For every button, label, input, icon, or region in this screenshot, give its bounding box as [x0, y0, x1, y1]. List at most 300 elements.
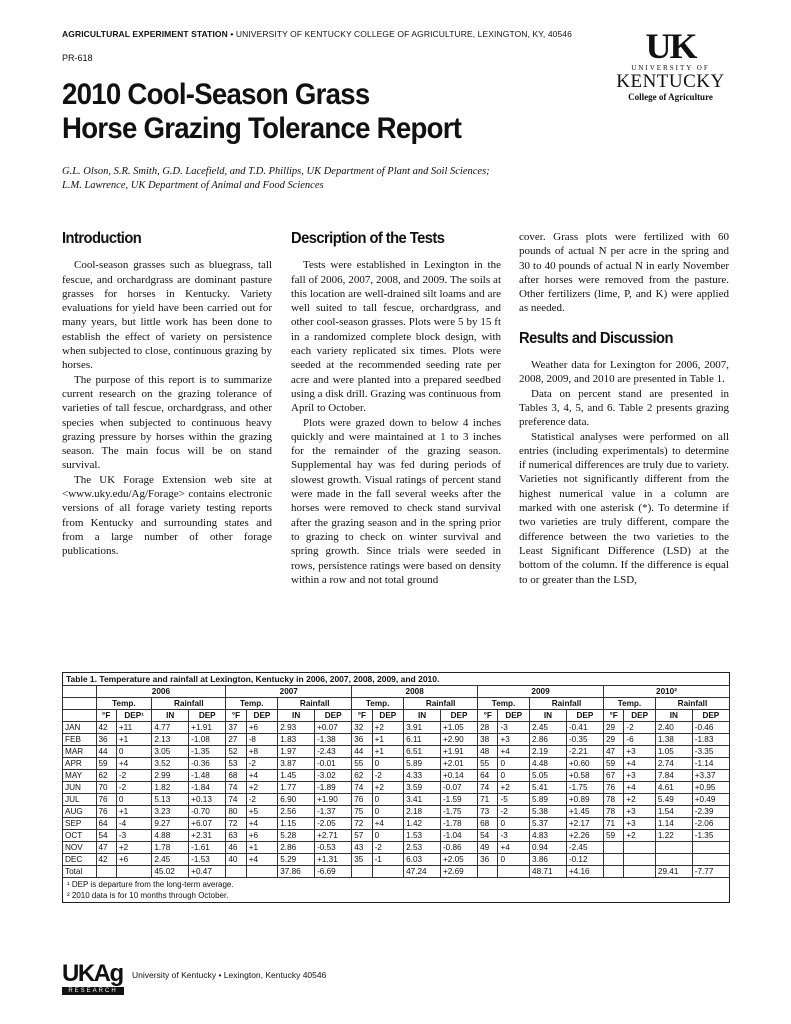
tests-paragraph: Plots were grazed down to below 4 inches quickly and were maintained at 1 to 3 inches for the remainder of the grazing season. Supplemental hay was fed during periods of slowest growth. Visual ratings of percent stand were made in the fall several weeks after the horses were removed to check stand survival after the grazing season and in the spring prior to grazing to check on winter survival and spring growth. Since trials were seeded in rows, persistence ratings were based on density within a row and not total ground	[291, 416, 501, 586]
table-cell	[246, 866, 278, 878]
table-cell: -2.39	[692, 806, 729, 818]
table-cell: 1.42	[404, 818, 441, 830]
temp-header: Temp.	[478, 698, 530, 710]
table-cell: +4	[498, 746, 530, 758]
table-cell: +0.95	[692, 782, 729, 794]
title-line-2: Horse Grazing Tolerance Report	[62, 112, 462, 145]
table-cell: 5.28	[278, 830, 315, 842]
table-cell: 4.83	[530, 830, 567, 842]
table-cell: 1.54	[655, 806, 692, 818]
table-cell: 67	[603, 770, 623, 782]
table-caption: Table 1. Temperature and rainfall at Lexington, Kentucky in 2006, 2007, 2008, 2009, and 2010.	[62, 672, 730, 685]
table-cell: 3.59	[404, 782, 441, 794]
table-row	[63, 782, 730, 794]
logo-college: College of Agriculture	[628, 92, 713, 102]
table-cell: -6	[624, 734, 656, 746]
table-cell: 68	[478, 818, 498, 830]
table-cell: 9.27	[152, 818, 189, 830]
blank-cell	[63, 710, 97, 722]
table-cell: -0.36	[189, 758, 226, 770]
table-cell: -0.46	[692, 722, 729, 734]
table-cell: +2.17	[566, 818, 603, 830]
table-cell: 3.41	[404, 794, 441, 806]
table-cell: +6	[246, 830, 278, 842]
table-cell: 40	[226, 854, 246, 866]
table-cell: 74	[226, 794, 246, 806]
table-cell	[96, 866, 116, 878]
table-cell: +0.13	[189, 794, 226, 806]
table-cell: -1.35	[692, 830, 729, 842]
table-cell: +3	[624, 746, 656, 758]
table-cell: 0	[498, 770, 530, 782]
table-cell: +1.31	[315, 854, 352, 866]
row-label: DEC	[63, 854, 97, 866]
table-cell: 2.74	[655, 758, 692, 770]
table-cell: 47.24	[404, 866, 441, 878]
table-cell: +5	[246, 806, 278, 818]
temp-header: Temp.	[603, 698, 655, 710]
table-cell: +1.91	[440, 746, 477, 758]
table-cell: 42	[96, 854, 116, 866]
station-banner	[62, 29, 572, 39]
row-label: SEP	[63, 818, 97, 830]
table-cell: 5.29	[278, 854, 315, 866]
table-cell: 1.14	[655, 818, 692, 830]
table-cell: +4	[372, 818, 404, 830]
row-label: OCT	[63, 830, 97, 842]
table-cell: 0	[498, 818, 530, 830]
table-cell: 4.77	[152, 722, 189, 734]
table-cell: 2.45	[152, 854, 189, 866]
table-cell: -8	[246, 734, 278, 746]
table-cell: +4	[116, 758, 151, 770]
table-cell: 38	[478, 734, 498, 746]
table-cell: +4.16	[566, 866, 603, 878]
title-line-1: 2010 Cool-Season Grass	[62, 78, 370, 111]
table-cell: -2	[372, 770, 404, 782]
table-cell: 28	[478, 722, 498, 734]
table-cell: 32	[352, 722, 372, 734]
table-cell: 3.05	[152, 746, 189, 758]
table-cell: -1.53	[189, 854, 226, 866]
table-cell: 0	[116, 794, 151, 806]
table-cell: 36	[96, 734, 116, 746]
table-cell: -0.53	[315, 842, 352, 854]
table-cell: 59	[96, 758, 116, 770]
table-cell: 3.86	[530, 854, 567, 866]
table-cell: -2.06	[692, 818, 729, 830]
logo-university-of: UNIVERSITY OF	[631, 64, 710, 72]
table-cell: -2	[498, 806, 530, 818]
year-header: 2007	[226, 686, 352, 698]
table-cell: +11	[116, 722, 151, 734]
table-cell: +0.58	[566, 770, 603, 782]
temp-header: Temp.	[96, 698, 152, 710]
introduction-heading: Introduction	[62, 230, 142, 247]
year-header: 2006	[96, 686, 226, 698]
table-row	[63, 818, 730, 830]
unit-header: DEP	[498, 710, 530, 722]
table-cell: +4	[246, 770, 278, 782]
table-cell: +2.71	[315, 830, 352, 842]
table-cell: +4	[624, 782, 656, 794]
footnote: ¹ DEP is departure from the long-term average.	[67, 880, 234, 889]
page-title	[62, 78, 461, 146]
intro-paragraph: The UK Forage Extension web site at <www.uky.edu/Ag/Forage> contains electronic versions of all forage variety testing reports from Kentucky and surrounding states and from a large number of other forage publications.	[62, 473, 272, 558]
results-paragraph: Data on percent stand are presented in Tables 3, 4, 5, and 6. Table 2 presents grazing preference data.	[519, 387, 729, 429]
table-cell: 54	[96, 830, 116, 842]
row-label: MAY	[63, 770, 97, 782]
logo-kentucky: KENTUCKY	[616, 71, 725, 92]
table-cell: -2.45	[566, 842, 603, 854]
table-cell	[603, 866, 623, 878]
unit-header: DEP	[440, 710, 477, 722]
unit-header: DEP	[566, 710, 603, 722]
table-cell: 27	[226, 734, 246, 746]
table-cell: 42	[96, 722, 116, 734]
table-cell: 0	[498, 758, 530, 770]
table-cell: 49	[478, 842, 498, 854]
table-cell: -0.07	[440, 782, 477, 794]
table-cell: +1.90	[315, 794, 352, 806]
table-cell: 1.77	[278, 782, 315, 794]
table-cell: 71	[603, 818, 623, 830]
table-cell: -1.84	[189, 782, 226, 794]
table-cell: 35	[352, 854, 372, 866]
footer-address: University of Kentucky • Lexington, Kentucky 40546	[132, 970, 327, 980]
table-cell: 4.88	[152, 830, 189, 842]
table-cell: -0.12	[566, 854, 603, 866]
table-cell: 5.38	[530, 806, 567, 818]
table-cell: 5.41	[530, 782, 567, 794]
research-label: RESEARCH	[62, 987, 124, 995]
table-cell: +2.90	[440, 734, 477, 746]
table-cell: 2.13	[152, 734, 189, 746]
table-cell: 1.97	[278, 746, 315, 758]
unit-header: °F	[352, 710, 372, 722]
table-cell: 3.87	[278, 758, 315, 770]
table-cell: 55	[352, 758, 372, 770]
table-cell: 5.37	[530, 818, 567, 830]
table-cell: 3.23	[152, 806, 189, 818]
table-cell: +0.49	[692, 794, 729, 806]
table-cell: 57	[352, 830, 372, 842]
table-cell: 76	[96, 794, 116, 806]
table-cell: +1.45	[566, 806, 603, 818]
table-cell: 1.53	[404, 830, 441, 842]
table-cell: +2.69	[440, 866, 477, 878]
ukag-logo: UKAg	[62, 960, 123, 987]
table-cell: +3	[624, 770, 656, 782]
unit-header: °F	[603, 710, 623, 722]
table-cell: 6.11	[404, 734, 441, 746]
table-cell: 54	[478, 830, 498, 842]
table-cell: -2	[624, 722, 656, 734]
table-cell: 0	[372, 806, 404, 818]
table-cell: -5	[498, 794, 530, 806]
table-cell: 0	[498, 854, 530, 866]
table-cell: -1.59	[440, 794, 477, 806]
table-cell	[655, 842, 692, 854]
table-footnotes	[62, 878, 730, 903]
table-cell: +2	[372, 722, 404, 734]
table-cell: 43	[352, 842, 372, 854]
row-label: NOV	[63, 842, 97, 854]
unit-header: °F	[96, 710, 116, 722]
tests-heading: Description of the Tests	[291, 230, 445, 247]
table-cell: 74	[226, 782, 246, 794]
table-cell: 80	[226, 806, 246, 818]
table-cell: 2.19	[530, 746, 567, 758]
table-cell: +4	[624, 758, 656, 770]
table-cell: 70	[96, 782, 116, 794]
table-cell: -3	[498, 830, 530, 842]
table-cell: 76	[352, 794, 372, 806]
intro-paragraph: Cool-season grasses such as bluegrass, tall fescue, and orchardgrass are dominant pasture grasses for horses in Kentucky. Variety evaluations for yield have been carried out for many years, but little work has been done to establish the effect of variety on persistence when subjected to close, continuous grazing by horses.	[62, 259, 272, 372]
unit-header: DEP	[692, 710, 729, 722]
table-cell	[692, 854, 729, 866]
table-cell: 4.48	[530, 758, 567, 770]
table-cell: 2.45	[530, 722, 567, 734]
unit-header: °F	[226, 710, 246, 722]
results-paragraph: Weather data for Lexington for 2006, 2007, 2008, 2009, and 2010 are presented in Table 1.	[519, 359, 729, 386]
table-cell	[692, 842, 729, 854]
table-cell: -1.75	[566, 782, 603, 794]
temp-header: Temp.	[226, 698, 278, 710]
table-cell: +0.07	[315, 722, 352, 734]
table-cell: -3.02	[315, 770, 352, 782]
table-cell: -3	[498, 722, 530, 734]
unit-header: DEP	[189, 710, 226, 722]
table-row	[63, 794, 730, 806]
table-cell	[624, 842, 656, 854]
table-cell: 0	[116, 746, 151, 758]
table-cell: -2.05	[315, 818, 352, 830]
table-cell: 2.99	[152, 770, 189, 782]
tests-column	[291, 228, 501, 587]
table-cell: +2	[116, 842, 151, 854]
table-cell: -1.37	[315, 806, 352, 818]
table-cell: +2.26	[566, 830, 603, 842]
table-cell	[478, 866, 498, 878]
table-cell	[226, 866, 246, 878]
table-cell: +6	[246, 722, 278, 734]
table-cell: +0.14	[440, 770, 477, 782]
table-cell: 1.22	[655, 830, 692, 842]
table-cell: -2	[372, 842, 404, 854]
table-cell: +2	[624, 830, 656, 842]
table-cell: -4	[116, 818, 151, 830]
year-header-row	[63, 686, 730, 698]
table-cell: 1.05	[655, 746, 692, 758]
year-header: 2009	[478, 686, 604, 698]
results-column	[519, 230, 729, 587]
group-header-row	[63, 698, 730, 710]
table-cell: +1	[372, 746, 404, 758]
table-cell: 5.89	[530, 794, 567, 806]
table-cell: -2	[246, 794, 278, 806]
table-row	[63, 722, 730, 734]
table-cell: 76	[603, 782, 623, 794]
table-cell: 47	[96, 842, 116, 854]
table-cell: 1.78	[152, 842, 189, 854]
row-label: JAN	[63, 722, 97, 734]
table-cell: +2.01	[440, 758, 477, 770]
unit-header: DEP	[624, 710, 656, 722]
table-row	[63, 770, 730, 782]
rainfall-header: Rainfall	[152, 698, 226, 710]
table-cell: 46	[226, 842, 246, 854]
blank-cell	[63, 686, 97, 698]
table-cell: -6.69	[315, 866, 352, 878]
rainfall-header: Rainfall	[404, 698, 478, 710]
table-cell: +1	[246, 842, 278, 854]
table-cell: 59	[603, 830, 623, 842]
table-cell: 48.71	[530, 866, 567, 878]
introduction-column	[62, 228, 272, 559]
table-cell: +2	[246, 782, 278, 794]
table-cell: -2.43	[315, 746, 352, 758]
footnote: ² 2010 data is for 10 months through October.	[67, 891, 229, 900]
table-cell: +4	[246, 854, 278, 866]
table-cell: 0	[372, 830, 404, 842]
table-cell: +0.47	[189, 866, 226, 878]
table-cell: +3	[624, 806, 656, 818]
table-cell	[498, 866, 530, 878]
station-name: AGRICULTURAL EXPERIMENT STATION •	[62, 29, 234, 39]
table-cell: 1.15	[278, 818, 315, 830]
table-cell: -0.70	[189, 806, 226, 818]
table-cell: 2.93	[278, 722, 315, 734]
unit-header: IN	[530, 710, 567, 722]
table-cell: 52	[226, 746, 246, 758]
table-cell: +1.91	[189, 722, 226, 734]
table-cell: 37.86	[278, 866, 315, 878]
table-cell: 2.40	[655, 722, 692, 734]
table-cell: 2.56	[278, 806, 315, 818]
unit-header: IN	[404, 710, 441, 722]
row-label: JUL	[63, 794, 97, 806]
table-cell: 72	[226, 818, 246, 830]
table-cell: +4	[246, 818, 278, 830]
table-cell: -1.04	[440, 830, 477, 842]
table-cell: 29.41	[655, 866, 692, 878]
table-row	[63, 806, 730, 818]
table-cell: 75	[352, 806, 372, 818]
table-row	[63, 758, 730, 770]
table-cell: 64	[478, 770, 498, 782]
table-cell	[655, 854, 692, 866]
table-cell: +0.89	[566, 794, 603, 806]
table-cell: 47	[603, 746, 623, 758]
unit-header: IN	[278, 710, 315, 722]
table-row	[63, 746, 730, 758]
table-cell: -1.48	[189, 770, 226, 782]
tests-paragraph: Tests were established in Lexington in the fall of 2006, 2007, 2008, and 2009. The soils at this location are well-drained silt loams and are well suited to tall fescue, orchardgrass, and other cool-season grasses. Plots were 5 by 15 ft in a randomized complete block design, with each variety replicated six times. Plots were seeded at the recommended seeding rate per acre and were planted into a prepared seedbed using a disk drill. Grazing was continuous from April to October.	[291, 259, 501, 415]
table-cell: 78	[603, 806, 623, 818]
table-cell: +1	[372, 734, 404, 746]
table-cell: 37	[226, 722, 246, 734]
table-cell: -2	[116, 782, 151, 794]
table-cell: -3.35	[692, 746, 729, 758]
table-cell: 68	[226, 770, 246, 782]
authors-line-2: L.M. Lawrence, UK Department of Animal and Food Sciences	[62, 180, 324, 191]
table-cell: 1.38	[655, 734, 692, 746]
table-cell: -1.08	[189, 734, 226, 746]
table-cell: 2.86	[530, 734, 567, 746]
table-cell: 1.83	[278, 734, 315, 746]
table-cell: 3.91	[404, 722, 441, 734]
table-cell: 48	[478, 746, 498, 758]
table-cell: 74	[352, 782, 372, 794]
table-cell	[372, 866, 404, 878]
table-cell: 45.02	[152, 866, 189, 878]
table-cell: +1	[116, 734, 151, 746]
table-cell: +3.37	[692, 770, 729, 782]
table-cell: 64	[96, 818, 116, 830]
row-label: APR	[63, 758, 97, 770]
table-cell: -1.89	[315, 782, 352, 794]
table-cell: 59	[603, 758, 623, 770]
table-cell: +0.60	[566, 758, 603, 770]
table-cell: -1.75	[440, 806, 477, 818]
table-cell: 0.94	[530, 842, 567, 854]
row-label: Total	[63, 866, 97, 878]
table-cell: 78	[603, 794, 623, 806]
table-cell: -0.35	[566, 734, 603, 746]
table-cell: 36	[478, 854, 498, 866]
table-cell: 7.84	[655, 770, 692, 782]
row-label: JUN	[63, 782, 97, 794]
weather-table	[62, 685, 730, 878]
table-cell: 2.86	[278, 842, 315, 854]
table-cell: -1.35	[189, 746, 226, 758]
table-cell: -1.83	[692, 734, 729, 746]
temp-header: Temp.	[352, 698, 404, 710]
table-cell: 6.51	[404, 746, 441, 758]
table-cell: -1.61	[189, 842, 226, 854]
row-label: FEB	[63, 734, 97, 746]
table-cell: +1.05	[440, 722, 477, 734]
table-cell: 74	[478, 782, 498, 794]
rainfall-header: Rainfall	[655, 698, 729, 710]
weather-table-block	[62, 672, 730, 903]
table-cell: -3	[116, 830, 151, 842]
table-cell: -1.38	[315, 734, 352, 746]
table-cell: -1.14	[692, 758, 729, 770]
table-row	[63, 842, 730, 854]
year-header: 2010²	[603, 686, 729, 698]
table-row	[63, 830, 730, 842]
page-footer	[62, 962, 462, 998]
table-cell: 3.52	[152, 758, 189, 770]
table-cell: +2.05	[440, 854, 477, 866]
table-row	[63, 866, 730, 878]
table-cell: 53	[226, 758, 246, 770]
unit-header: DEP	[315, 710, 352, 722]
table-cell: +2	[624, 794, 656, 806]
table-cell: 44	[352, 746, 372, 758]
table-cell: -1	[372, 854, 404, 866]
table-cell: +3	[624, 818, 656, 830]
table-cell: -7.77	[692, 866, 729, 878]
table-cell: 5.05	[530, 770, 567, 782]
table-cell: 76	[96, 806, 116, 818]
table-cell: -1.78	[440, 818, 477, 830]
table-cell: -2.21	[566, 746, 603, 758]
table-cell: 5.13	[152, 794, 189, 806]
table-body	[63, 722, 730, 878]
